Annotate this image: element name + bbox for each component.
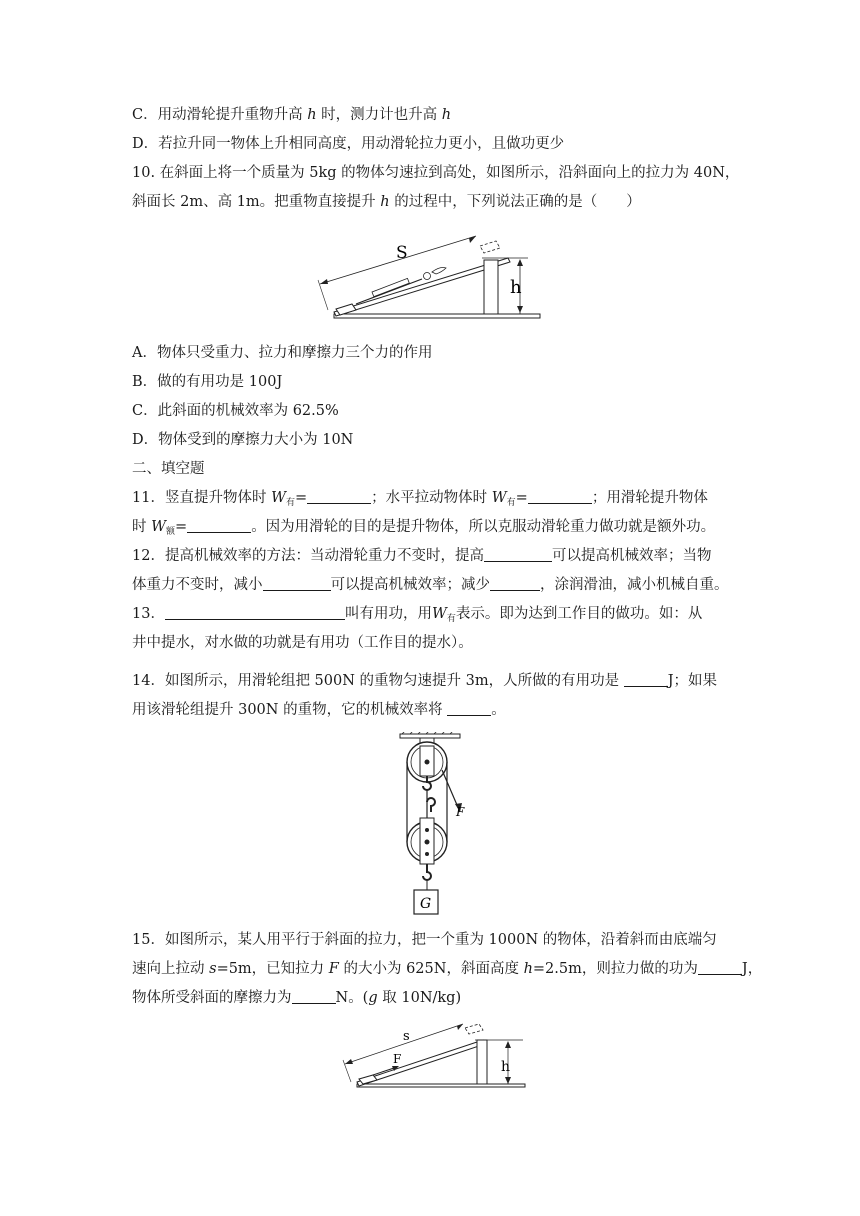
- q15-h-label: h: [501, 1059, 511, 1075]
- q14-line2: 用该滑轮组提升 300N 的重物，它的机械效率将 。: [132, 702, 506, 718]
- q10-stem-line1: 10. 在斜面上将一个质量为 5kg 的物体匀速拉到高处，如图所示，沿斜面向上的拉力为 40N，: [132, 165, 740, 181]
- q14-pulley-figure: [392, 732, 476, 918]
- q10-option-c: C．此斜面的机械效率为 62.5%: [132, 403, 339, 419]
- q10-s-label: S: [396, 243, 408, 263]
- q15-line2: 速向上拉动 s=5m，已知拉力 F 的大小为 625N，斜面高度 h=2.5m，则拉力做的功为 J，: [132, 961, 763, 977]
- q13-line1: 13． 叫有用功，用$W_有$表示。即为达到工作目的做功。如：从: [132, 606, 703, 624]
- q10-option-a: A．物体只受重力、拉力和摩擦力三个力的作用: [132, 345, 433, 361]
- q12-line2: 体重力不变时，减小 可以提高机械效率；减少 ，涂润滑油，减小机械自重。: [132, 577, 729, 593]
- q10-option-d: D．物体受到的摩擦力大小为 10N: [132, 432, 354, 448]
- q15-line1: 15．如图所示，某人用平行于斜面的拉力，把一个重为 1000N 的物体，沿着斜而由底端匀: [132, 932, 717, 948]
- q11-line1: 11．竖直提升物体时 $W_有=$ ；水平拉动物体时 $W_有=$ ；用滑轮提升物体: [132, 490, 708, 508]
- q15-line3: 物体所受斜面的摩擦力为 N。(g 取 10N/kg): [132, 990, 462, 1006]
- q14-f-label: F: [456, 805, 465, 819]
- section-title-fill-blank: 二、填空题: [132, 461, 205, 477]
- q9-option-d: D．若拉升同一物体上升相同高度，用动滑轮拉力更小，且做功更少: [132, 136, 565, 152]
- q14-line1: 14．如图所示，用滑轮组把 500N 的重物匀速提升 3m，人所做的有用功是 J；如果: [132, 673, 718, 689]
- q12-line1: 12．提高机械效率的方法：当动滑轮重力不变时，提高 可以提高机械效率；当物: [132, 548, 712, 564]
- q15-s-label: s: [403, 1029, 410, 1044]
- q11-line2: 时 $W_额=$ 。因为用滑轮的目的是提升物体，所以克服动滑轮重力做功就是额外功。: [132, 519, 716, 537]
- q10-stem-line2: 斜面长 2m、高 1m。把重物直接提升 h 的过程中，下列说法正确的是（ ）: [132, 194, 641, 210]
- q13-line2: 井中提水，对水做的功就是有用功（工作目的提水）。: [132, 635, 473, 651]
- q9-option-c: C．用动滑轮提升重物升高 h 时，测力计也升高 h: [132, 107, 452, 123]
- q15-f-label: F: [393, 1052, 402, 1066]
- q10-option-b: B．做的有用功是 100J: [132, 374, 283, 390]
- q15-incline-figure: [335, 1018, 527, 1092]
- q10-h-label: h: [510, 277, 522, 298]
- q14-g-label: G: [420, 896, 432, 912]
- q10-incline-figure: [312, 222, 544, 324]
